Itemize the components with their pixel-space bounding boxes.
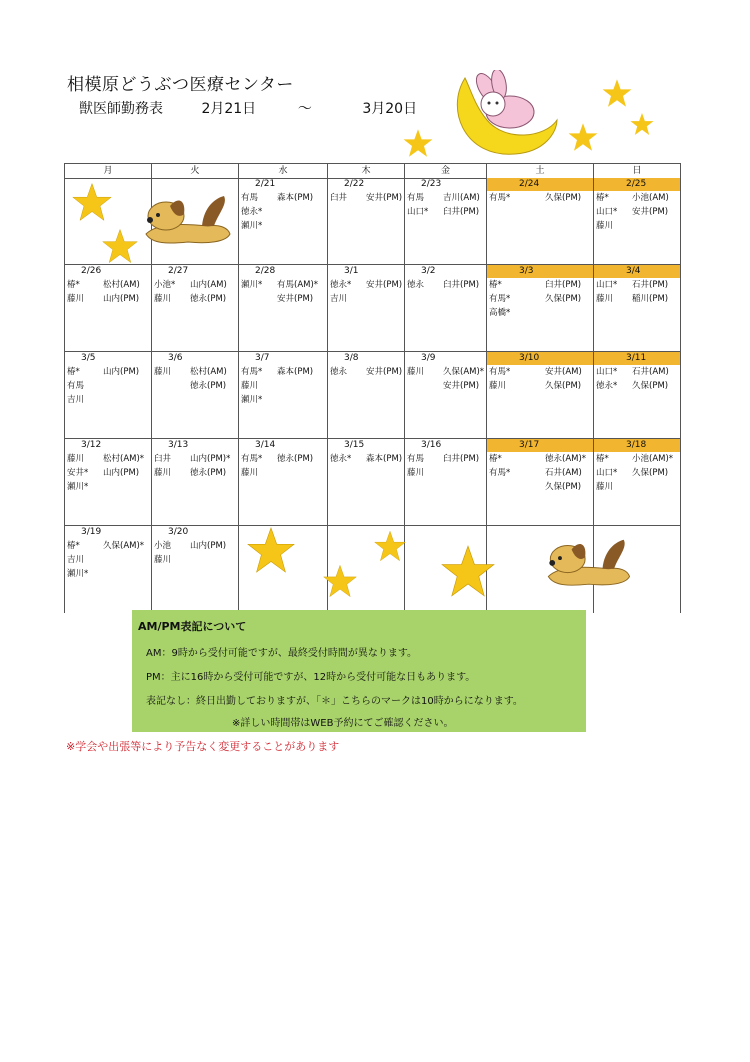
day-date: 2/21	[255, 179, 276, 189]
staff-shift	[277, 379, 327, 393]
staff-shift: 安井(PM)	[366, 193, 403, 203]
staff-shift: 安井(PM)	[366, 280, 403, 290]
star-icon	[102, 228, 138, 264]
staff-shift	[366, 292, 404, 306]
staff-name: 臼井	[154, 454, 172, 464]
staff-row	[594, 466, 680, 480]
day-cell	[404, 439, 486, 526]
staff-row	[239, 191, 327, 205]
staff-shift	[277, 393, 327, 407]
info-pm: PM：主に16時から受付可能ですが、12時から受付可能な日もあります。	[146, 672, 476, 683]
day-cell	[64, 265, 151, 352]
weekday-1: 火	[151, 164, 238, 178]
day-date: 3/7	[255, 353, 270, 363]
staff-name: 徳永	[407, 280, 425, 290]
staff-shift	[632, 480, 680, 494]
day-date: 2/26	[81, 266, 102, 276]
day-cell	[64, 352, 151, 439]
staff-name: 藤川	[596, 294, 614, 304]
staff-shift: 久保(PM)	[632, 468, 669, 478]
staff-shift: 久保(AM)*	[103, 541, 145, 551]
staff-row	[405, 191, 486, 205]
staff-name	[241, 292, 277, 306]
staff-shift: 安井(PM)	[366, 367, 403, 377]
staff-row	[152, 553, 238, 567]
staff-row	[487, 306, 593, 320]
staff-shift: 久保(AM)*	[443, 367, 485, 377]
period-start: 2月21日	[201, 101, 257, 117]
staff-name: 藤川	[154, 468, 172, 478]
schedule-label: 獣医師勤務表	[79, 101, 163, 117]
star-icon	[322, 564, 358, 598]
star-icon	[568, 122, 598, 152]
day-date: 3/16	[421, 440, 442, 450]
weekday-3: 木	[327, 164, 404, 178]
staff-shift	[632, 219, 680, 233]
staff-name: 有馬	[407, 193, 425, 203]
change-warning: ※学会や出張等により予告なく変更することがあります	[66, 740, 340, 753]
staff-name: 山口*	[596, 280, 618, 290]
staff-row	[65, 539, 151, 553]
star-icon	[246, 526, 296, 574]
day-date: 3/6	[168, 353, 183, 363]
staff-row	[594, 278, 680, 292]
staff-row	[152, 466, 238, 480]
day-cell	[404, 178, 486, 265]
day-date: 3/18	[594, 439, 680, 452]
staff-row	[65, 365, 151, 379]
weekday-6: 日	[593, 164, 681, 178]
staff-name: 有馬*	[489, 193, 511, 203]
day-cell	[486, 352, 593, 439]
staff-shift: 松村(AM)*	[103, 454, 145, 464]
info-note: ※詳しい時間帯はWEB予約にてご確認ください。	[232, 718, 454, 729]
day-cell	[327, 352, 404, 439]
bunny-on-moon-icon	[445, 70, 560, 162]
staff-row	[405, 365, 486, 379]
period-tilde: 〜	[297, 101, 312, 117]
staff-name: 徳永	[330, 367, 348, 377]
day-date: 3/11	[594, 352, 680, 365]
staff-row	[487, 452, 593, 466]
day-cell	[64, 526, 151, 613]
staff-shift: 徳永(AM)*	[545, 454, 587, 464]
staff-shift	[443, 466, 486, 480]
weekday-0: 月	[64, 164, 151, 178]
day-cell	[327, 439, 404, 526]
staff-shift	[103, 393, 151, 407]
staff-row	[65, 278, 151, 292]
staff-shift: 徳永(PM)	[190, 468, 227, 478]
day-cell	[238, 265, 327, 352]
day-cell	[327, 265, 404, 352]
staff-name: 藤川	[154, 294, 172, 304]
staff-shift: 山内(PM)	[103, 468, 140, 478]
staff-shift: 山内(PM)	[103, 294, 140, 304]
star-icon	[374, 530, 406, 562]
staff-name: 有馬*	[489, 468, 511, 478]
day-date: 3/13	[168, 440, 189, 450]
day-date: 3/17	[487, 439, 593, 452]
day-cell	[593, 178, 681, 265]
staff-name: 有馬	[407, 454, 425, 464]
staff-row	[328, 365, 404, 379]
staff-row	[65, 553, 151, 567]
staff-name: 徳永*	[241, 207, 263, 217]
day-cell	[64, 439, 151, 526]
staff-name: 椿*	[67, 280, 80, 290]
day-cell	[404, 352, 486, 439]
staff-row	[152, 379, 238, 393]
staff-shift: 石井(AM)	[632, 367, 669, 377]
staff-shift	[277, 466, 327, 480]
staff-shift: 石井(AM)	[545, 468, 582, 478]
staff-shift	[103, 567, 151, 581]
weekday-5: 土	[486, 164, 593, 178]
day-date: 2/22	[344, 179, 365, 189]
staff-shift: 山内(PM)*	[190, 454, 231, 464]
staff-shift	[277, 205, 327, 219]
day-date: 3/1	[344, 266, 359, 276]
staff-name: 有馬*	[241, 367, 263, 377]
day-cell	[151, 526, 238, 613]
staff-name: 瀬川*	[67, 482, 89, 492]
staff-row	[239, 219, 327, 233]
day-date: 2/23	[421, 179, 442, 189]
staff-shift: 徳永(PM)	[190, 294, 227, 304]
day-date: 3/8	[344, 353, 359, 363]
staff-row	[594, 292, 680, 306]
day-cell	[327, 178, 404, 265]
day-date: 2/28	[255, 266, 276, 276]
day-date: 3/19	[81, 527, 102, 537]
staff-shift: 臼井(PM)	[443, 207, 480, 217]
dog-icon	[538, 532, 638, 590]
staff-name: 椿*	[596, 454, 609, 464]
staff-name: 藤川	[67, 454, 85, 464]
day-date: 3/4	[594, 265, 680, 278]
staff-row	[239, 365, 327, 379]
staff-name: 山口*	[407, 207, 429, 217]
star-icon	[403, 128, 433, 158]
staff-shift: 臼井(PM)	[545, 280, 582, 290]
staff-shift: 山内(AM)	[190, 280, 227, 290]
staff-name: 有馬*	[241, 454, 263, 464]
staff-shift: 有馬(AM)*	[277, 280, 319, 290]
day-date: 2/25	[594, 178, 680, 191]
staff-name: 吉川	[67, 395, 85, 405]
info-none: 表記なし：終日出勤しておりますが、「＊」こちらのマークは10時からになります。	[146, 696, 523, 707]
day-cell	[486, 178, 593, 265]
staff-row	[152, 278, 238, 292]
staff-name: 徳永*	[330, 280, 352, 290]
staff-name: 有馬	[241, 193, 259, 203]
staff-row	[152, 365, 238, 379]
day-date: 3/5	[81, 353, 96, 363]
day-date: 3/2	[421, 266, 436, 276]
staff-row	[65, 567, 151, 581]
staff-shift: 吉川(AM)	[443, 193, 480, 203]
staff-row	[328, 191, 404, 205]
star-icon	[440, 544, 496, 598]
staff-shift: 徳永(PM)	[277, 454, 314, 464]
day-date: 3/15	[344, 440, 365, 450]
staff-name: 藤川	[241, 381, 259, 391]
staff-shift: 松村(AM)	[190, 367, 227, 377]
staff-name: 高橋*	[489, 308, 511, 318]
staff-row	[405, 205, 486, 219]
day-cell	[593, 352, 681, 439]
staff-row	[239, 452, 327, 466]
staff-shift: 臼井(PM)	[443, 454, 480, 464]
staff-shift	[103, 379, 151, 393]
staff-name: 有馬*	[489, 367, 511, 377]
day-date: 3/12	[81, 440, 102, 450]
staff-row	[487, 191, 593, 205]
staff-shift: 山内(PM)	[103, 367, 140, 377]
staff-shift: 小池(AM)	[632, 193, 669, 203]
staff-shift: 安井(PM)	[277, 294, 314, 304]
staff-shift: 森本(PM)	[277, 367, 314, 377]
staff-shift: 石井(PM)	[632, 280, 669, 290]
staff-name: 瀬川*	[241, 221, 263, 231]
day-cell	[486, 265, 593, 352]
day-cell	[151, 352, 238, 439]
staff-row	[239, 393, 327, 407]
staff-shift: 小池(AM)*	[632, 454, 674, 464]
staff-name: 藤川	[67, 294, 85, 304]
day-date: 3/10	[487, 352, 593, 365]
staff-shift: 久保(PM)	[545, 193, 582, 203]
staff-row	[405, 278, 486, 292]
staff-name: 藤川	[407, 367, 425, 377]
staff-row	[65, 393, 151, 407]
weekday-header	[64, 163, 681, 179]
staff-shift: 久保(PM)	[545, 482, 582, 492]
staff-shift: 徳永(PM)	[190, 381, 227, 391]
staff-name: 山口*	[596, 367, 618, 377]
staff-row	[65, 379, 151, 393]
staff-row	[65, 452, 151, 466]
day-cell	[593, 265, 681, 352]
staff-row	[594, 219, 680, 233]
staff-shift: 久保(PM)	[545, 381, 582, 391]
period-end: 3月20日	[362, 101, 418, 117]
staff-shift: 森本(PM)	[366, 454, 403, 464]
staff-name	[154, 379, 190, 393]
day-date: 3/9	[421, 353, 436, 363]
day-date: 2/24	[487, 178, 593, 191]
staff-row	[152, 452, 238, 466]
staff-shift	[103, 553, 151, 567]
staff-name: 瀬川*	[67, 569, 89, 579]
day-cell	[404, 265, 486, 352]
staff-name: 椿*	[67, 367, 80, 377]
staff-name: 藤川	[154, 367, 172, 377]
staff-name: 徳永*	[330, 454, 352, 464]
info-heading: AM/PM表記について	[138, 620, 247, 633]
star-icon	[630, 112, 654, 136]
staff-row	[405, 452, 486, 466]
staff-name: 藤川	[407, 468, 425, 478]
day-cell	[593, 439, 681, 526]
staff-name: 藤川	[154, 555, 172, 565]
staff-row	[594, 480, 680, 494]
staff-name: 山口*	[596, 207, 618, 217]
staff-name: 藤川	[241, 468, 259, 478]
staff-row	[594, 205, 680, 219]
day-cell	[238, 439, 327, 526]
staff-shift: 松村(AM)	[103, 280, 140, 290]
staff-row	[65, 466, 151, 480]
day-date: 3/3	[487, 265, 593, 278]
staff-row	[328, 278, 404, 292]
staff-row	[487, 278, 593, 292]
staff-row	[239, 466, 327, 480]
staff-name	[407, 379, 443, 393]
staff-shift: 安井(PM)	[443, 381, 480, 391]
day-date: 3/20	[168, 527, 189, 537]
staff-row	[328, 292, 404, 306]
staff-row	[594, 379, 680, 393]
dog-icon	[138, 188, 236, 248]
day-date: 3/14	[255, 440, 276, 450]
staff-row	[594, 365, 680, 379]
staff-name: 藤川	[596, 482, 614, 492]
day-date: 2/27	[168, 266, 189, 276]
staff-name: 徳永*	[596, 381, 618, 391]
staff-row	[594, 452, 680, 466]
staff-name: 山口*	[596, 468, 618, 478]
staff-shift: 臼井(PM)	[443, 280, 480, 290]
staff-name: 臼井	[330, 193, 348, 203]
schedule-period	[79, 98, 417, 118]
staff-shift	[103, 480, 151, 494]
staff-name: 小池*	[154, 280, 176, 290]
staff-name: 椿*	[67, 541, 80, 551]
staff-shift: 山内(PM)	[190, 541, 227, 551]
staff-shift: 久保(PM)	[632, 381, 669, 391]
staff-shift: 稲川(PM)	[632, 294, 669, 304]
day-cell	[151, 265, 238, 352]
staff-name: 小池	[154, 541, 172, 551]
staff-name: 吉川	[330, 294, 348, 304]
staff-shift: 森本(PM)	[277, 193, 314, 203]
staff-shift: 安井(AM)	[545, 367, 582, 377]
staff-name: 藤川	[596, 221, 614, 231]
staff-row	[405, 379, 486, 393]
page-title: 相模原どうぶつ医療センター	[67, 75, 294, 95]
staff-row	[152, 292, 238, 306]
staff-row	[239, 278, 327, 292]
staff-name: 椿*	[489, 454, 502, 464]
staff-row	[594, 191, 680, 205]
staff-row	[405, 466, 486, 480]
staff-name	[489, 480, 545, 494]
weekday-4: 金	[404, 164, 486, 178]
staff-name: 吉川	[67, 555, 85, 565]
staff-row	[487, 379, 593, 393]
star-icon	[72, 182, 112, 222]
star-icon	[602, 78, 632, 108]
staff-shift: 安井(PM)	[632, 207, 669, 217]
day-cell	[486, 439, 593, 526]
staff-row	[239, 379, 327, 393]
staff-name: 椿*	[489, 280, 502, 290]
day-cell	[238, 352, 327, 439]
staff-row	[487, 292, 593, 306]
staff-row	[152, 539, 238, 553]
staff-name: 安井*	[67, 468, 89, 478]
staff-shift	[545, 306, 593, 320]
staff-row	[239, 205, 327, 219]
staff-row	[487, 365, 593, 379]
staff-shift	[190, 553, 238, 567]
staff-name: 藤川	[489, 381, 507, 391]
staff-row	[65, 292, 151, 306]
staff-row	[239, 292, 327, 306]
staff-shift	[277, 219, 327, 233]
staff-row	[65, 480, 151, 494]
day-cell	[151, 439, 238, 526]
staff-name: 有馬	[67, 381, 85, 391]
staff-name: 瀬川*	[241, 280, 263, 290]
info-am: AM：9時から受付可能ですが、最終受付時間が異なります。	[146, 648, 418, 659]
weekday-2: 水	[238, 164, 327, 178]
staff-row	[328, 452, 404, 466]
staff-shift: 久保(PM)	[545, 294, 582, 304]
staff-name: 椿*	[596, 193, 609, 203]
day-cell	[238, 178, 327, 265]
staff-name: 瀬川*	[241, 395, 263, 405]
staff-row	[487, 480, 593, 494]
staff-row	[487, 466, 593, 480]
staff-name: 有馬*	[489, 294, 511, 304]
am-pm-info-box	[132, 610, 586, 732]
